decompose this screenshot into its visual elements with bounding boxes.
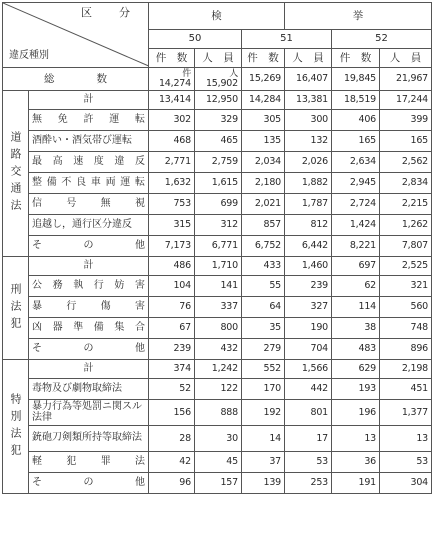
cell: 305 [242, 110, 285, 131]
row-label: 酒酔い・酒気帯び運転 [29, 131, 149, 152]
cell: 12,950 [195, 91, 242, 110]
cell: 132 [285, 131, 332, 152]
row-label: 毒物及び劇物取締法 [29, 379, 149, 400]
cell: 552 [242, 360, 285, 379]
cell: 302 [149, 110, 195, 131]
cell: 1,424 [332, 215, 380, 236]
table-row [3, 215, 432, 236]
table-row [3, 173, 432, 194]
row-label: 最高速度違反 [29, 152, 149, 173]
table-row [3, 379, 432, 400]
cell: 812 [285, 215, 332, 236]
cell: 896 [380, 339, 432, 360]
cell: 156 [149, 400, 195, 426]
row-label: 凶器準備集合 [29, 318, 149, 339]
col-kensu-52: 件 数 [332, 49, 380, 68]
header-row-top [3, 3, 432, 30]
total-cell [149, 68, 195, 91]
row-label: 信号無視 [29, 194, 149, 215]
cell: 312 [195, 215, 242, 236]
row-label: 暴行傷害 [29, 297, 149, 318]
cell: 18,519 [332, 91, 380, 110]
row-label: 整備不良車両運転 [29, 173, 149, 194]
cell: 560 [380, 297, 432, 318]
cell: 2,021 [242, 194, 285, 215]
cell: 64 [242, 297, 285, 318]
table-row [3, 194, 432, 215]
cell: 6,752 [242, 236, 285, 257]
cell: 170 [242, 379, 285, 400]
col-kensu-51: 件 数 [242, 49, 285, 68]
total-value: 15,902 [205, 77, 238, 89]
table-row [3, 360, 432, 379]
total-value: 16,407 [285, 68, 332, 91]
cell: 1,262 [380, 215, 432, 236]
table-row [3, 257, 432, 276]
cell: 253 [285, 473, 332, 494]
cell: 17,244 [380, 91, 432, 110]
category-special-law: 特別法犯 [3, 360, 29, 494]
cell: 7,173 [149, 236, 195, 257]
cell: 196 [332, 400, 380, 426]
unit-ken: 件 [182, 68, 191, 79]
row-label: その他 [29, 473, 149, 494]
cell: 165 [332, 131, 380, 152]
violation-type-label: 違反種別 [9, 50, 49, 61]
cell: 157 [195, 473, 242, 494]
cell: 2,771 [149, 152, 195, 173]
cell: 1,566 [285, 360, 332, 379]
col-kensu-50: 件 数 [149, 49, 195, 68]
row-label: 計 [29, 91, 149, 110]
cell: 96 [149, 473, 195, 494]
category-penal-code: 刑法犯 [3, 257, 29, 360]
cell: 433 [242, 257, 285, 276]
cell: 191 [332, 473, 380, 494]
cell: 2,562 [380, 152, 432, 173]
total-row [3, 68, 432, 91]
total-value: 14,274 [158, 77, 191, 89]
table-row [3, 452, 432, 473]
total-cell [195, 68, 242, 91]
row-label: 公務執行妨害 [29, 276, 149, 297]
cell: 1,710 [195, 257, 242, 276]
total-label: 総 数 [3, 68, 149, 91]
table-row [3, 110, 432, 131]
cell: 748 [380, 318, 432, 339]
cell: 2,724 [332, 194, 380, 215]
cell: 1,787 [285, 194, 332, 215]
cell: 1,377 [380, 400, 432, 426]
cell: 699 [195, 194, 242, 215]
cell: 2,215 [380, 194, 432, 215]
row-label: 軽犯罪法 [29, 452, 149, 473]
row-label: 計 [29, 257, 149, 276]
col-jinin-50: 人 員 [195, 49, 242, 68]
row-label: その他 [29, 339, 149, 360]
cell: 52 [149, 379, 195, 400]
cell: 753 [149, 194, 195, 215]
cell: 193 [332, 379, 380, 400]
col-jinin-52: 人 員 [380, 49, 432, 68]
cell: 2,634 [332, 152, 380, 173]
table-row [3, 297, 432, 318]
category-road-traffic: 道路交通法 [3, 91, 29, 257]
cell: 406 [332, 110, 380, 131]
cell: 2,026 [285, 152, 332, 173]
cell: 1,882 [285, 173, 332, 194]
cell: 465 [195, 131, 242, 152]
cell: 122 [195, 379, 242, 400]
cell: 192 [242, 400, 285, 426]
total-value: 15,269 [242, 68, 285, 91]
total-value: 19,845 [332, 68, 380, 91]
violation-statistics-table [2, 2, 432, 494]
table-row [3, 91, 432, 110]
row-label: その他 [29, 236, 149, 257]
cell: 30 [195, 426, 242, 452]
cell: 13,381 [285, 91, 332, 110]
cell: 2,180 [242, 173, 285, 194]
cell: 315 [149, 215, 195, 236]
row-label: 計 [29, 360, 149, 379]
year-header-52: 52 [332, 30, 432, 49]
cell: 399 [380, 110, 432, 131]
cell: 8,221 [332, 236, 380, 257]
ken-header: 検 [149, 3, 285, 30]
cell: 279 [242, 339, 285, 360]
table-row [3, 131, 432, 152]
cell: 337 [195, 297, 242, 318]
cell: 6,771 [195, 236, 242, 257]
cell: 888 [195, 400, 242, 426]
cell: 2,834 [380, 173, 432, 194]
cell: 239 [285, 276, 332, 297]
cell: 36 [332, 452, 380, 473]
cell: 239 [149, 339, 195, 360]
cell: 1,632 [149, 173, 195, 194]
cell: 374 [149, 360, 195, 379]
cell: 629 [332, 360, 380, 379]
kyo-header: 挙 [285, 3, 432, 30]
cell: 7,807 [380, 236, 432, 257]
cell: 67 [149, 318, 195, 339]
cell: 141 [195, 276, 242, 297]
cell: 45 [195, 452, 242, 473]
table-row [3, 152, 432, 173]
cell: 17 [285, 426, 332, 452]
table-row [3, 236, 432, 257]
cell: 13,414 [149, 91, 195, 110]
total-value: 21,967 [380, 68, 432, 91]
cell: 329 [195, 110, 242, 131]
cell: 53 [285, 452, 332, 473]
cell: 483 [332, 339, 380, 360]
row-label: 銃砲刀剣類所持等取締法 [29, 426, 149, 452]
cell: 165 [380, 131, 432, 152]
cell: 35 [242, 318, 285, 339]
col-jinin-51: 人 員 [285, 49, 332, 68]
cell: 2,525 [380, 257, 432, 276]
cell: 55 [242, 276, 285, 297]
table-row [3, 339, 432, 360]
cell: 2,034 [242, 152, 285, 173]
table-row [3, 276, 432, 297]
cell: 2,759 [195, 152, 242, 173]
table-row [3, 473, 432, 494]
cell: 442 [285, 379, 332, 400]
cell: 14,284 [242, 91, 285, 110]
cell: 2,198 [380, 360, 432, 379]
cell: 13 [332, 426, 380, 452]
cell: 139 [242, 473, 285, 494]
cell: 53 [380, 452, 432, 473]
kubun-label: 区 分 [81, 6, 138, 19]
row-label: 追越し，通行区分違反 [29, 215, 149, 236]
cell: 1,615 [195, 173, 242, 194]
cell: 468 [149, 131, 195, 152]
year-header-50: 50 [149, 30, 242, 49]
cell: 2,945 [332, 173, 380, 194]
cell: 857 [242, 215, 285, 236]
table-row [3, 400, 432, 426]
table-row [3, 426, 432, 452]
cell: 1,242 [195, 360, 242, 379]
row-label: 無免許運転 [29, 110, 149, 131]
table-row [3, 318, 432, 339]
cell: 37 [242, 452, 285, 473]
cell: 6,442 [285, 236, 332, 257]
cell: 1,460 [285, 257, 332, 276]
cell: 28 [149, 426, 195, 452]
cell: 304 [380, 473, 432, 494]
unit-nin: 人 [229, 68, 238, 79]
row-label: 暴力行為等処罰ニ関スル法律 [29, 400, 149, 426]
cell: 190 [285, 318, 332, 339]
cell: 42 [149, 452, 195, 473]
cell: 62 [332, 276, 380, 297]
cell: 135 [242, 131, 285, 152]
cell: 486 [149, 257, 195, 276]
cell: 451 [380, 379, 432, 400]
cell: 76 [149, 297, 195, 318]
diagonal-header-cell [3, 3, 149, 68]
year-header-51: 51 [242, 30, 332, 49]
cell: 14 [242, 426, 285, 452]
cell: 38 [332, 318, 380, 339]
cell: 13 [380, 426, 432, 452]
cell: 697 [332, 257, 380, 276]
cell: 327 [285, 297, 332, 318]
cell: 801 [285, 400, 332, 426]
cell: 104 [149, 276, 195, 297]
cell: 800 [195, 318, 242, 339]
cell: 704 [285, 339, 332, 360]
cell: 114 [332, 297, 380, 318]
cell: 432 [195, 339, 242, 360]
cell: 300 [285, 110, 332, 131]
cell: 321 [380, 276, 432, 297]
